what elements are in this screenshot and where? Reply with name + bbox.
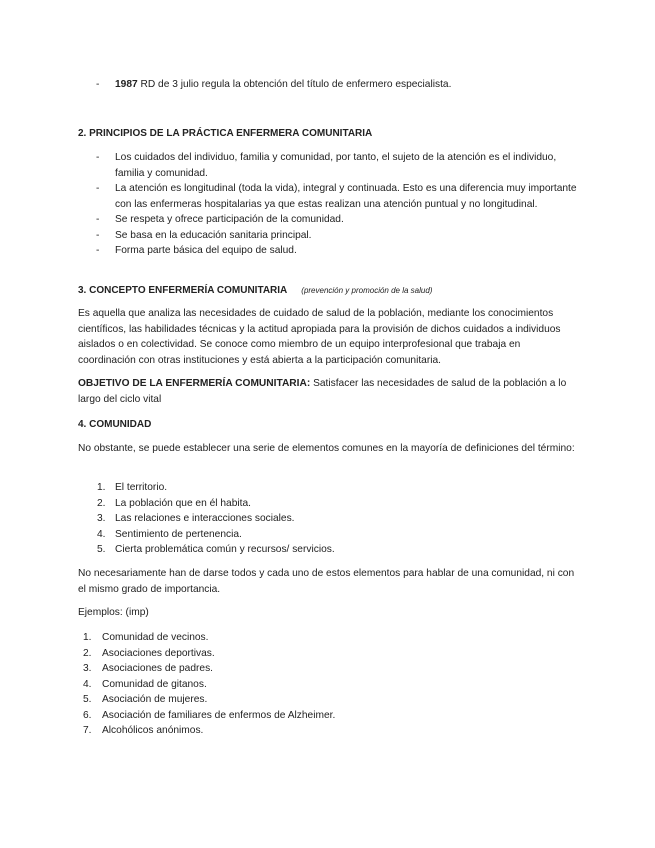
list-item: - Los cuidados del individuo, familia y comunidad, por tanto, el sujeto de la atención es el individuo, familia y comunidad.: [78, 150, 578, 181]
list-item: [78, 496, 578, 512]
item-text: Comunidad de gitanos.: [102, 678, 207, 690]
item-text: Comunidad de vecinos.: [102, 632, 209, 643]
item-text: Asociación de familiares de enfermos de Alzheimer.: [102, 709, 336, 721]
list-item: [78, 511, 578, 527]
objective-label: OBJETIVO DE LA ENFERMERÍA COMUNITARIA:: [78, 378, 311, 389]
note-paragraph: No necesariamente han de darse todos y cada uno de estos elementos para hablar de una comunidad, ni con el mismo grado de importancia.: [78, 568, 575, 595]
item-text: Las relaciones e interacciones sociales.: [115, 513, 295, 524]
list-item: - La atención es longitudinal (toda la vida), integral y continuada. Esto es una diferencia muy importante con las enfermeras hospitalarias ya que estas realizan una atención puntual y no longitudinal.: [78, 181, 578, 212]
examples-label: Ejemplos: (imp): [78, 607, 149, 618]
section-3-title: [78, 283, 578, 299]
list-item: [78, 677, 578, 693]
list-item: [78, 527, 578, 543]
section-3-note: (prevención y promoción de la salud): [301, 286, 433, 295]
item-text: Asociación de mujeres.: [102, 694, 208, 705]
objective-paragraph: [78, 376, 578, 407]
year: 1987: [115, 79, 138, 90]
section-3-paragraph: Es aquella que analiza las necesidades de cuidado de salud de la población, mediante los conocimientos científicos, las habilidades técnicas y la actitud apropiada para la provisión de dichos cuidados a individuos aislados o en colectividad. Se conoce como miembro de un equipo interprofesional que trabaja en coordinación con otras instituciones y está abierta a la participación comunitaria.: [78, 308, 561, 366]
section-2-list: [78, 150, 578, 259]
section-4-title: 4. COMUNIDAD: [78, 419, 152, 430]
item-text: Asociaciones de padres.: [102, 663, 213, 674]
item-number: 7.: [83, 725, 92, 736]
item-number: 5.: [83, 694, 92, 705]
list-item: - Se respeta y ofrece participación de la comunidad.: [78, 212, 578, 228]
list-item: [78, 630, 578, 646]
item-text: El territorio.: [115, 482, 168, 493]
item-number: 1.: [97, 482, 106, 493]
item-number: 4.: [83, 678, 92, 690]
objective-text: Satisfacer las necesidades de salud de la población a lo largo del ciclo vital: [78, 378, 567, 405]
list-item: - Forma parte básica del equipo de salud.: [78, 243, 578, 259]
item-number: 4.: [97, 528, 106, 540]
examples-list: [78, 630, 578, 739]
item-number: 3.: [97, 513, 106, 524]
item-text: Sentimiento de pertenencia.: [115, 528, 242, 540]
item-text: Cierta problemática común y recursos/ servicios.: [115, 544, 335, 555]
item-text: Asociaciones deportivas.: [102, 647, 215, 659]
elements-list: [78, 480, 578, 558]
list-item: [78, 646, 578, 662]
list-item: [78, 692, 578, 708]
list-item: [78, 542, 578, 558]
top-item-text: RD de 3 julio regula la obtención del título de enfermero especialista.: [137, 79, 452, 90]
list-item: [78, 661, 578, 677]
item-number: 2.: [83, 647, 92, 659]
item-number: 1.: [83, 632, 92, 643]
list-item: - Se basa en la educación sanitaria principal.: [78, 228, 578, 244]
section-3-title-text: 3. CONCEPTO ENFERMERÍA COMUNITARIA: [78, 285, 288, 296]
item-number: 6.: [83, 709, 92, 721]
item-text: La población que en él habita.: [115, 497, 251, 509]
item-number: 3.: [83, 663, 92, 674]
top-item: [78, 77, 578, 93]
section-2-title: 2. PRINCIPIOS DE LA PRÁCTICA ENFERMERA COMUNITARIA: [78, 128, 373, 139]
item-number: 2.: [97, 497, 106, 509]
section-4-intro: No obstante, se puede establecer una serie de elementos comunes en la mayoría de definiciones del término:: [78, 443, 575, 454]
item-text: Alcohólicos anónimos.: [102, 725, 204, 736]
item-number: 5.: [97, 544, 106, 555]
list-item: [78, 723, 578, 739]
list-item: [78, 77, 578, 93]
list-item: [78, 480, 578, 496]
list-item: [78, 708, 578, 724]
